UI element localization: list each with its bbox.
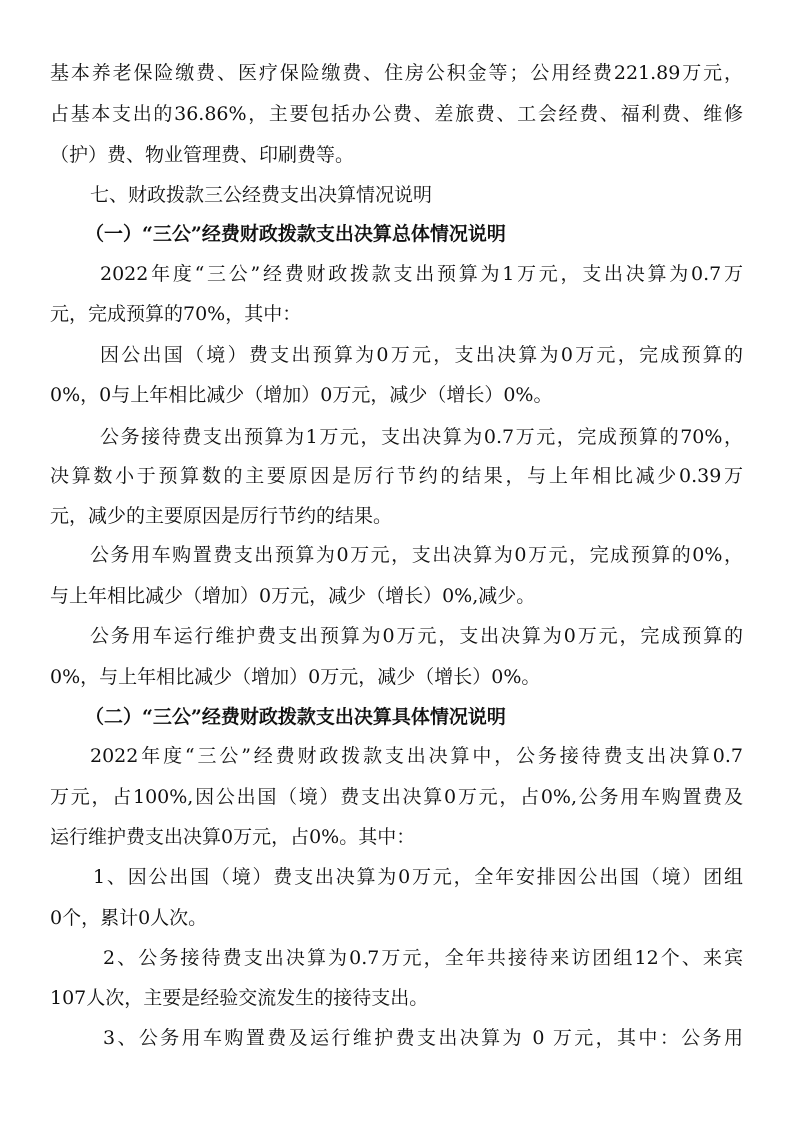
paragraph-3-line-1: 因公出国（境）费支出预算为0万元，支出决算为0万元，完成预算的 (100, 344, 743, 366)
paragraph-7-line-3: 运行维护费支出决算0万元，占0%。其中： (50, 826, 416, 848)
paragraph-1-line-1: 基本养老保险缴费、医疗保险缴费、住房公积金等；公用经费221.89万元， (50, 62, 743, 84)
paragraph-1-line-3: （护）费、物业管理费、印刷费等。 (50, 144, 355, 166)
paragraph-6-line-2: 0%，与上年相比减少（增加）0万元，减少（增长）0%。 (50, 666, 541, 688)
section-heading-7: 七、财政拨款三公经费支出决算情况说明 (90, 184, 433, 206)
paragraph-9-line-2: 107人次，主要是经验交流发生的接待支出。 (50, 987, 429, 1009)
paragraph-8-line-1: 1、因公出国（境）费支出决算为0万元，全年安排因公出国（境）团组 (93, 866, 743, 888)
paragraph-4-line-2: 决算数小于预算数的主要原因是厉行节约的结果，与上年相比减少0.39万 (50, 465, 743, 487)
subsection-heading-1: （一）“三公”经费财政拨款支出决算总体情况说明 (85, 223, 506, 245)
subsection-heading-2: （二）“三公”经费财政拨款支出决算具体情况说明 (85, 706, 506, 728)
paragraph-2-line-2: 元，完成预算的70%，其中： (50, 303, 302, 325)
paragraph-5-line-1: 公务用车购置费支出预算为0万元，支出决算为0万元，完成预算的0%， (90, 544, 743, 566)
paragraph-2-line-1: 2022年度“三公”经费财政拨款支出预算为1万元，支出决算为0.7万 (100, 263, 743, 285)
paragraph-4-line-1: 公务接待费支出预算为1万元，支出决算为0.7万元，完成预算的70%， (100, 426, 743, 448)
paragraph-5-line-2: 与上年相比减少（增加）0万元，减少（增长）0%,减少。 (50, 585, 536, 607)
paragraph-1-line-2: 占基本支出的36.86%，主要包括办公费、差旅费、工会经费、福利费、维修 (50, 103, 743, 125)
paragraph-4-line-3: 元，减少的主要原因是厉行节约的结果。 (50, 505, 393, 527)
paragraph-10-line-1: 3、公务用车购置费及运行维护费支出决算为 0 万元，其中：公务用 (103, 1027, 743, 1049)
paragraph-9-line-1: 2、公务接待费支出决算为0.7万元，全年共接待来访团组12个、来宾 (103, 947, 743, 969)
paragraph-7-line-2: 万元，占100%,因公出国（境）费支出决算0万元，占0%,公务用车购置费及 (50, 786, 743, 808)
paragraph-7-line-1: 2022年度“三公”经费财政拨款支出决算中，公务接待费支出决算0.7 (90, 745, 743, 767)
paragraph-6-line-1: 公务用车运行维护费支出预算为0万元，支出决算为0万元，完成预算的 (90, 625, 743, 647)
paragraph-8-line-2: 0个，累计0人次。 (50, 907, 208, 929)
paragraph-3-line-2: 0%，0与上年相比减少（增加）0万元，减少（增长）0%。 (50, 384, 553, 406)
